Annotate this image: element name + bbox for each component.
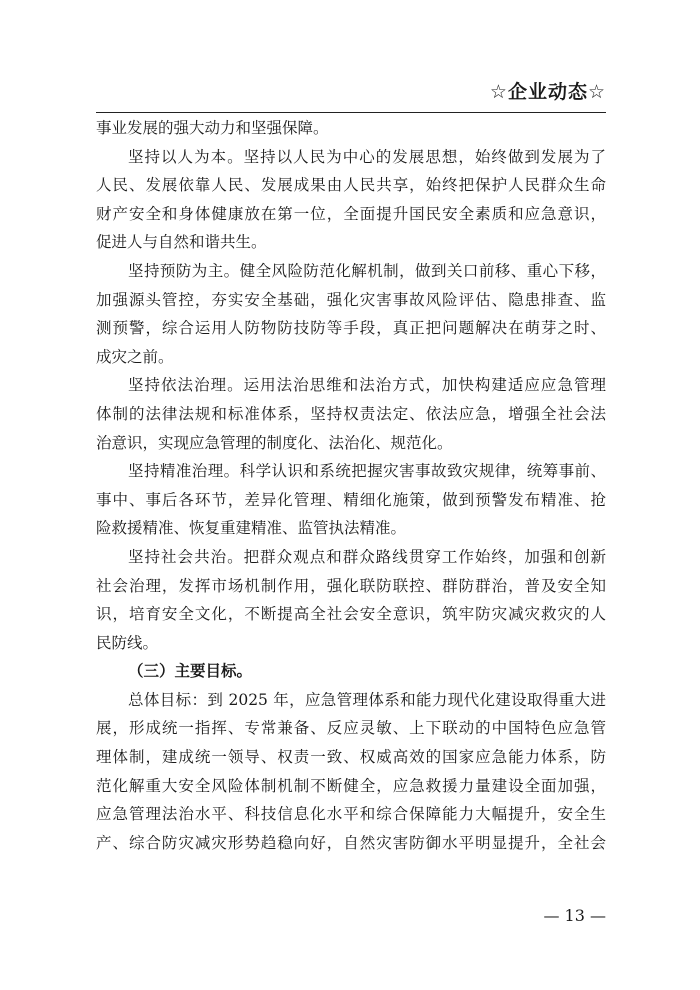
paragraph-line: 范化解重大安全风险体制机制不断健全，应急救援力量建设全面加强， (96, 776, 606, 795)
paragraph-line: 事业发展的强大动力和坚强保障。 (96, 119, 329, 137)
page-number: — 13 — (543, 906, 606, 925)
paragraph-line: 加强源头管控，夯实安全基础，强化灾害事故风险评估、隐患排查、监 (96, 290, 606, 309)
paragraph-first-line: 总体目标：到 2025 年，应急管理体系和能力现代化建设取得重大进 (128, 690, 606, 709)
paragraph-line: 人民、发展依靠人民、发展成果由人民共享，始终把保护人民群众生命 (96, 176, 606, 195)
header-rule (96, 112, 606, 113)
section-header: ☆企业动态☆ (489, 81, 606, 103)
paragraph-line: 产、综合防灾减灾形势趋稳向好，自然灾害防御水平明显提升，全社会 (96, 833, 606, 852)
document-body (96, 114, 606, 857)
section-heading: （三）主要目标。 (128, 662, 253, 681)
paragraph-line: 体制的法律法规和标准体系，坚持权责法定、依法应急，增强全社会法 (96, 404, 606, 423)
paragraph-first-line: 坚持精准治理。科学认识和系统把握灾害事故致灾规律，统筹事前、 (128, 462, 606, 481)
paragraph-line: 财产安全和身体健康放在第一位，全面提升国民安全素质和应急意识， (96, 204, 606, 223)
paragraph-line: 测预警，综合运用人防物防技防等手段，真正把问题解决在萌芽之时、 (96, 319, 606, 338)
paragraph-line: 识，培育安全文化，不断提高全社会安全意识，筑牢防灾减灾救灾的人 (96, 605, 606, 624)
paragraph-first-line: 坚持社会共治。把群众观点和群众路线贯穿工作始终，加强和创新 (128, 547, 606, 566)
paragraph-first-line: 坚持预防为主。健全风险防范化解机制，做到关口前移、重心下移， (128, 261, 606, 280)
paragraph-line: 展，形成统一指挥、专常兼备、反应灵敏、上下联动的中国特色应急管 (96, 719, 606, 738)
paragraph-line: 险救援精准、恢复重建精准、监管执法精准。 (96, 519, 407, 538)
paragraph-line: 事中、事后各环节，差异化管理、精细化施策，做到预警发布精准、抢 (96, 490, 606, 509)
paragraph-line: 促进人与自然和谐共生。 (96, 233, 267, 252)
paragraph-line: 成灾之前。 (96, 347, 174, 366)
paragraph-line: 民防线。 (96, 633, 159, 652)
paragraph-first-line: 坚持依法治理。运用法治思维和法治方式，加快构建适应应急管理 (128, 376, 606, 395)
paragraph-line: 应急管理法治水平、科技信息化水平和综合保障能力大幅提升，安全生 (96, 805, 606, 824)
paragraph-first-line: 坚持以人为本。坚持以人民为中心的发展思想，始终做到发展为了 (128, 147, 606, 166)
paragraph-line: 理体制，建成统一领导、权责一致、权威高效的国家应急能力体系，防 (96, 748, 606, 767)
paragraph-line: 社会治理，发挥市场机制作用，强化联防联控、群防群治，普及安全知 (96, 576, 606, 595)
paragraph-line: 治意识，实现应急管理的制度化、法治化、规范化。 (96, 433, 453, 452)
